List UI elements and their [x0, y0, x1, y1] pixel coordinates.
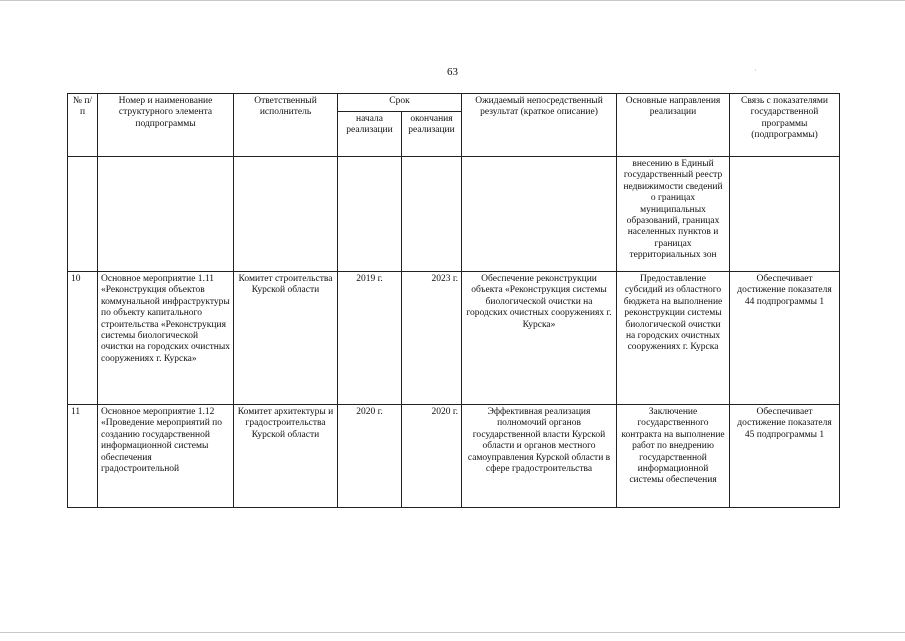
row-result: Обеспечение реконструкции объекта «Реконструкция системы биологической очистки на городских очистных сооружениях г. Курска» [462, 272, 617, 405]
table-row [68, 272, 840, 405]
row-start: 2020 г. [338, 405, 402, 508]
row-name: Основное мероприятие 1.11 «Реконструкция объектов коммунальной инфраструктуры по объекту капитального строительства «Реконструкция системы биологической очистки на городских очистных сооружениях г. Курска» [98, 272, 234, 405]
cont-responsible [234, 157, 338, 272]
header-directions: Основные направления реализации [617, 94, 730, 157]
row-name: Основное мероприятие 1.12 «Проведение мероприятий по созданию государственной информационной системы обеспечения градостроительной [98, 405, 234, 508]
cont-start [338, 157, 402, 272]
top-border-line [0, 0, 905, 5]
row-directions: Заключение государственного контракта на выполнение работ по внедрению государственной информационной системы обеспечения [617, 405, 730, 508]
header-responsible: Ответственный исполнитель [234, 94, 338, 157]
scan-mark: · [754, 66, 757, 75]
table-row [68, 405, 840, 508]
row-directions: Предоставление субсидий из областного бюджета на выполнение реконструкции системы биологической очистки на городских очистных сооружениях г. Курска [617, 272, 730, 405]
row-end: 2020 г. [402, 405, 462, 508]
row-link: Обеспечивает достижение показателя 45 подпрограммы 1 [730, 405, 840, 508]
row-start: 2019 г. [338, 272, 402, 405]
implementation-plan-table [67, 93, 840, 508]
row-responsible: Комитет архитектуры и градостроительства Курской области [234, 405, 338, 508]
header-term-start: начала реализации [338, 112, 402, 157]
row-end: 2023 г. [402, 272, 462, 405]
row-responsible: Комитет строительства Курской области [234, 272, 338, 405]
header-term-end: окончания реализации [402, 112, 462, 157]
header-num: № п/п [68, 94, 98, 157]
cont-num [68, 157, 98, 272]
cont-name [98, 157, 234, 272]
header-term: Срок [338, 94, 462, 112]
row-num: 10 [68, 272, 98, 405]
continuation-row [68, 157, 840, 272]
header-result: Ожидаемый непосредственный результат (краткое описание) [462, 94, 617, 157]
row-result: Эффективная реализация полномочий органов государственной власти Курской области и органов местного самоуправления Курской области в сфере градостроительства [462, 405, 617, 508]
row-num: 11 [68, 405, 98, 508]
cont-directions: внесению в Единый государственный реестр недвижимости сведений о границах муниципальных образований, границах населенных пунктов и границах территориальных зон [617, 157, 730, 272]
cont-end [402, 157, 462, 272]
page-number: 63 [447, 66, 458, 78]
table-header-row [68, 94, 840, 112]
cont-link [730, 157, 840, 272]
cont-result [462, 157, 617, 272]
row-link: Обеспечивает достижение показателя 44 подпрограммы 1 [730, 272, 840, 405]
header-link: Связь с показателями государственной программы (подпрограммы) [730, 94, 840, 157]
header-name: Номер и наименование структурного элемента подпрограммы [98, 94, 234, 157]
